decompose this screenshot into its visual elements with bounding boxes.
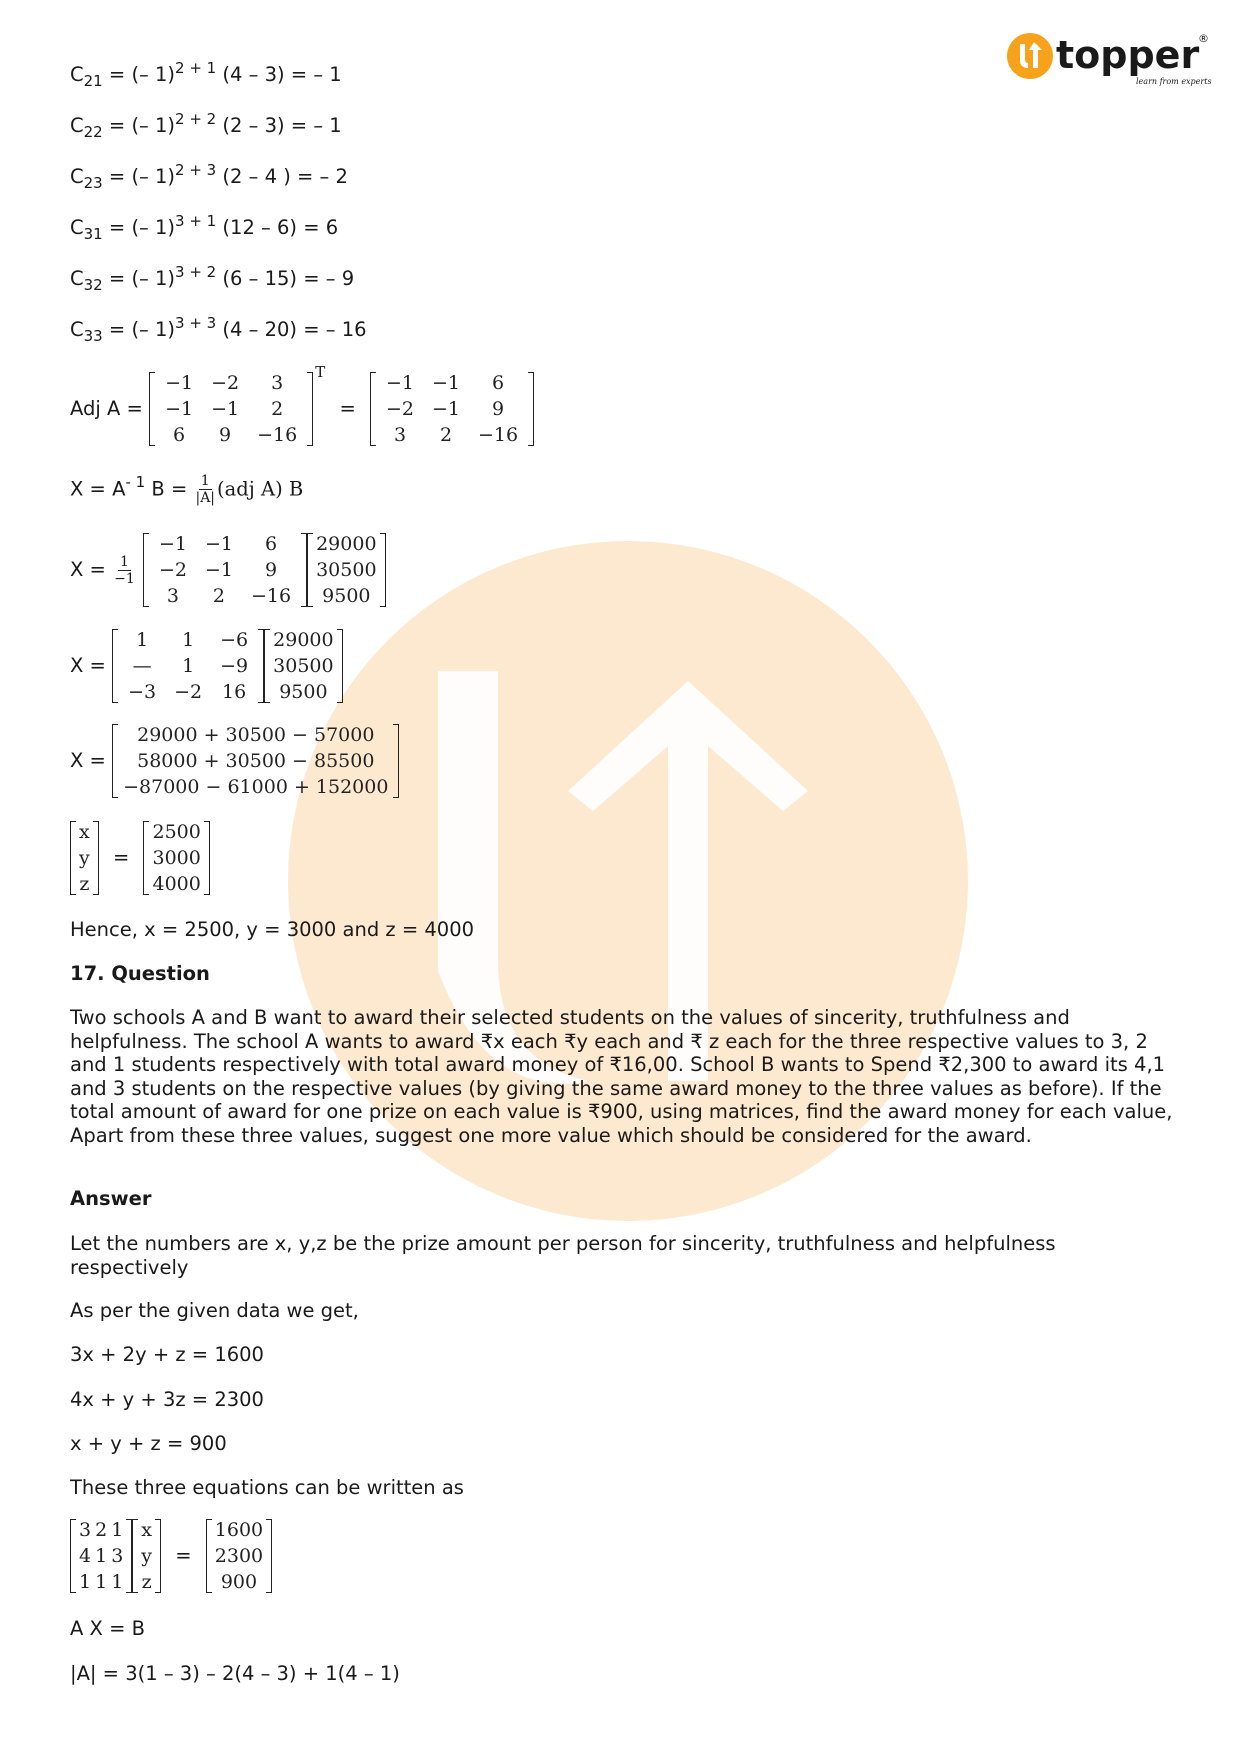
matrix-cell: −2 (174, 681, 203, 703)
equation-2: 4x + y + 3z = 2300 (70, 1388, 264, 1411)
brand-name: topper (1056, 33, 1200, 77)
matrix-cell: −1 (158, 533, 187, 555)
matrix-cell: 3 (166, 585, 179, 607)
answer-heading: Answer (70, 1187, 152, 1210)
matrix-cell: −1 (385, 372, 414, 394)
matrix-cell: −16 (257, 424, 298, 446)
matrix-cell: 9 (264, 559, 278, 581)
matrix: 29000 + 30500 − 57000 58000 + 30500 − 85500 −87000 − 61000 + 152000 (112, 722, 399, 800)
matrix-cell: 2 (271, 398, 284, 420)
matrix (264, 627, 342, 705)
matrix-cell: −6 (220, 629, 249, 651)
matrix-cell: 9 (492, 398, 505, 420)
matrix-cell: 6 (264, 533, 278, 555)
matrix-cell: 1 (95, 1545, 108, 1567)
inverse-formula: $X = A^{- 1}$ B = $\frac{1}{|A|}$ (adj A) B (70, 473, 304, 506)
cofactor-c33: $C_{33}$ = (– 1)$^{3 + 3}$ (4 – 20) = – 16 (70, 314, 367, 345)
matrix-cell: 30500 (273, 655, 334, 677)
matrix-cell: x (141, 1519, 152, 1541)
matrix-cell: 9500 (322, 585, 371, 607)
question-heading: 17. Question (70, 962, 210, 985)
matrix-cell: 3 (111, 1545, 124, 1567)
matrix-cell: 3 (79, 1519, 92, 1541)
matrix-cell: 900 (220, 1571, 258, 1593)
cofactor-c23: $C_{23}$ = (– 1)$^{2 + 3}$ (2 – 4 ) = – 2 (70, 161, 348, 192)
matrix-cell: −1 (165, 372, 194, 394)
matrix-cell: z (141, 1571, 152, 1593)
matrix-cell: 29000 (316, 533, 377, 555)
matrix-cell: 3000 (152, 847, 201, 869)
matrix-cell: −2 (385, 398, 414, 420)
brand-tagline: learn from experts (1136, 77, 1212, 86)
matrix-cell: 30500 (316, 559, 377, 581)
matrix-cell: 9500 (279, 681, 328, 703)
matrix-cell: 6 (492, 372, 505, 394)
x-step-1: X = $\frac{1}{-1}$ −1 −1 6 −2 −1 9 3 2 −16 29000 30500 9500 (70, 531, 386, 609)
matrix-cell: 2500 (152, 821, 201, 843)
matrix-cell: 1 (79, 1571, 92, 1593)
matrix-cell: −2 (158, 559, 187, 581)
matrix-cell: −16 (250, 585, 292, 607)
matrix-cell: 2 (95, 1519, 108, 1541)
matrix-cell: −9 (220, 655, 249, 677)
equation-1: 3x + 2y + z = 1600 (70, 1343, 264, 1366)
matrix-cell: — (132, 655, 152, 677)
matrix-cell: y (141, 1545, 153, 1567)
matrix-cell: −1 (432, 372, 461, 394)
matrix-cell: −1 (165, 398, 194, 420)
matrix (112, 627, 264, 705)
determinant-expansion: |A| = 3(1 – 3) – 2(4 – 3) + 1(4 – 1) (70, 1662, 400, 1685)
matrix-cell: −16 (478, 424, 519, 446)
given-data-text: As per the given data we get, (70, 1299, 359, 1322)
cofactor-c32: $C_{32}$ = (– 1)$^{3 + 2}$ (6 – 15) = – 9 (70, 263, 355, 294)
matrix (206, 1517, 272, 1595)
matrix-cell: 2 (439, 424, 453, 446)
matrix-cell: −1 (432, 398, 461, 420)
matrix-cell: 3 (271, 372, 284, 394)
matrix-cell: −1 (204, 533, 233, 555)
system-matrix-equation: 3 2 1 4 1 3 1 1 1 x y z = 1600 2300 900 (70, 1517, 272, 1595)
hence-statement: Hence, x = 2500, y = 3000 and z = 4000 (70, 918, 475, 941)
matrix-cell: 16 (222, 681, 247, 703)
cofactor-c22: $C_{22}$ = (– 1)$^{2 + 2}$ (2 – 3) = – 1 (70, 110, 342, 141)
matrix-cell: 1 (182, 655, 195, 677)
matrix (143, 531, 307, 609)
written-as-text: These three equations can be written as (70, 1476, 464, 1499)
question-text: Two schools A and B want to award their selected students on the values of sincerity, truthfulness and helpfulness. The school A wants to award ₹x each ₹y each and ₹ z each for the three respective values to 3, 2 and 1 students respectively with total award money of ₹16,00. School B wants to Spend ₹2,300 to award its 4,1 and 3 students on the respective values (by giving the same award money to the three values as before). If the total amount of award for one prize on each value is ₹900, using matrices, find the award money for each value, Apart from these three values, suggest one more value which should be considered for the award. (70, 1006, 1173, 1147)
matrix-cell: 4000 (152, 873, 201, 895)
matrix-cell: 1 (182, 629, 195, 651)
matrix-cell: 2 (212, 585, 226, 607)
matrix-cell: −3 (128, 681, 157, 703)
cofactor-c21: $C_{21}$ = (– 1)$^{2 + 1}$ (4 – 3) = – 1 (70, 59, 342, 90)
x-step-3: X = 29000 + 30500 − 57000 58000 + 30500 − 85500 −87000 − 61000 + 152000 (70, 722, 399, 800)
adjoint-equation: Adj A = −1 −2 3 −1 −1 2 6 9 −16 $^T$ = −1 −1 6 −2 −1 9 3 2 −16 (70, 370, 534, 448)
registered-mark: ® (1198, 32, 1209, 45)
matrix (132, 1517, 161, 1595)
matrix-cell: 1 (136, 629, 149, 651)
matrix-cell: 2300 (214, 1545, 264, 1567)
matrix-cell: −2 (211, 372, 240, 394)
matrix (370, 370, 534, 448)
matrix-cell: 1 (111, 1519, 124, 1541)
matrix-cell: y (79, 847, 90, 869)
matrix-cell: x (79, 821, 90, 843)
x-step-2: X = 1 1 −6 — 1 −9 −3 −2 16 29000 30500 9500 (70, 627, 343, 705)
answer-intro: Let the numbers are x, y,z be the prize amount per person for sincerity, truthfulness and helpfulness respectively (70, 1232, 1056, 1279)
matrix-cell: z (79, 873, 90, 895)
matrix-cell: 29000 (273, 629, 334, 651)
matrix-cell: 1600 (214, 1519, 264, 1541)
matrix-cell: −1 (211, 398, 240, 420)
equation-3: x + y + z = 900 (70, 1432, 227, 1455)
matrix-cell: 1 (95, 1571, 108, 1593)
matrix-cell: −1 (204, 559, 233, 581)
matrix-cell: 3 (393, 424, 407, 446)
matrix-cell: 9 (219, 424, 232, 446)
matrix (149, 370, 313, 448)
matrix (70, 1517, 132, 1595)
ax-equals-b: A X = B (70, 1617, 146, 1640)
matrix (143, 819, 209, 897)
matrix-cell: 6 (173, 424, 186, 446)
matrix (307, 531, 385, 609)
matrix (70, 819, 99, 897)
cofactor-c31: $C_{31}$ = (– 1)$^{3 + 1}$ (12 – 6) = 6 (70, 212, 339, 243)
result-matrix: x y z = 2500 3000 4000 (70, 819, 210, 897)
matrix-cell: 1 (111, 1571, 124, 1593)
matrix-cell: 4 (79, 1545, 92, 1567)
